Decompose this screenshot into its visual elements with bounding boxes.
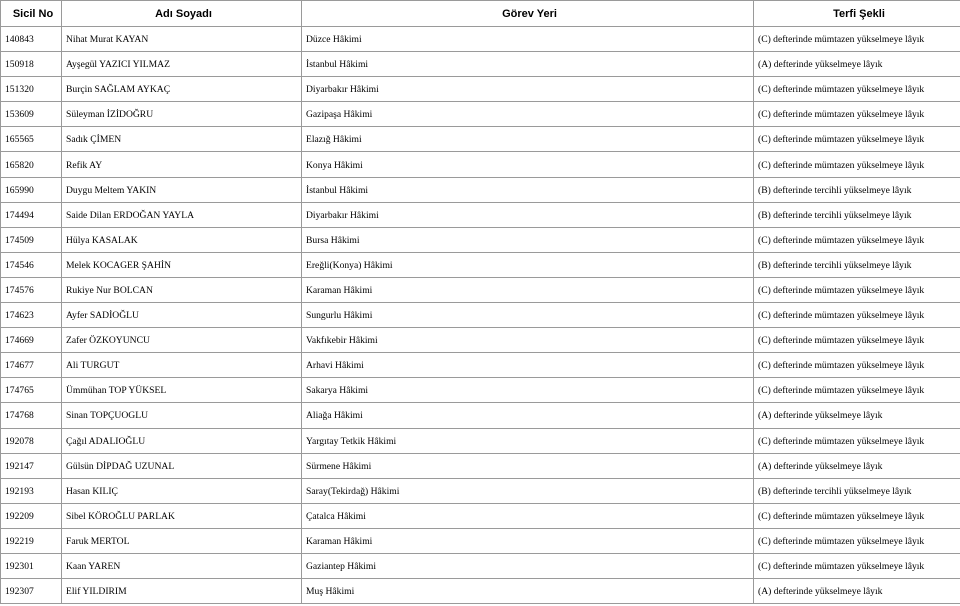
cell-gorev-yeri: İstanbul Hâkimi (302, 52, 754, 77)
cell-adi-soyadi: Nihat Murat KAYAN (62, 27, 302, 52)
cell-terfi-sekli: (C) defterinde mümtazen yükselmeye lâyık (754, 428, 960, 453)
cell-sicil-no: 174494 (1, 202, 62, 227)
cell-terfi-sekli: (C) defterinde mümtazen yükselmeye lâyık (754, 152, 960, 177)
cell-adi-soyadi: Hasan KILIÇ (62, 478, 302, 503)
cell-terfi-sekli: (C) defterinde mümtazen yükselmeye lâyık (754, 353, 960, 378)
cell-gorev-yeri: Diyarbakır Hâkimi (302, 202, 754, 227)
cell-sicil-no: 153609 (1, 102, 62, 127)
cell-gorev-yeri: Gaziantep Hâkimi (302, 553, 754, 578)
cell-adi-soyadi: Rukiye Nur BOLCAN (62, 277, 302, 302)
cell-gorev-yeri: İstanbul Hâkimi (302, 177, 754, 202)
cell-sicil-no: 192219 (1, 528, 62, 553)
cell-sicil-no: 192301 (1, 553, 62, 578)
table-body (1, 27, 960, 604)
header-adi-soyadi: Adı Soyadı (62, 1, 302, 27)
table-row (1, 102, 960, 127)
cell-terfi-sekli: (B) defterinde tercihli yükselmeye lâyık (754, 478, 960, 503)
cell-terfi-sekli: (C) defterinde mümtazen yükselmeye lâyık (754, 328, 960, 353)
header-gorev-yeri: Görev Yeri (302, 1, 754, 27)
cell-terfi-sekli: (C) defterinde mümtazen yükselmeye lâyık (754, 378, 960, 403)
cell-terfi-sekli: (A) defterinde yükselmeye lâyık (754, 52, 960, 77)
cell-adi-soyadi: Ayfer SADİOĞLU (62, 303, 302, 328)
table-row (1, 303, 960, 328)
cell-gorev-yeri: Muş Hâkimi (302, 579, 754, 604)
cell-adi-soyadi: Melek KOCAGER ŞAHİN (62, 252, 302, 277)
cell-adi-soyadi: Ümmühan TOP YÜKSEL (62, 378, 302, 403)
cell-gorev-yeri: Gazipaşa Hâkimi (302, 102, 754, 127)
cell-gorev-yeri: Karaman Hâkimi (302, 277, 754, 302)
cell-adi-soyadi: Sinan TOPÇUOGLU (62, 403, 302, 428)
cell-gorev-yeri: Vakfıkebir Hâkimi (302, 328, 754, 353)
table-row (1, 528, 960, 553)
cell-terfi-sekli: (A) defterinde yükselmeye lâyık (754, 579, 960, 604)
cell-terfi-sekli: (B) defterinde tercihli yükselmeye lâyık (754, 202, 960, 227)
table-row (1, 453, 960, 478)
cell-terfi-sekli: (C) defterinde mümtazen yükselmeye lâyık (754, 77, 960, 102)
cell-terfi-sekli: (C) defterinde mümtazen yükselmeye lâyık (754, 27, 960, 52)
cell-terfi-sekli: (C) defterinde mümtazen yükselmeye lâyık (754, 553, 960, 578)
cell-adi-soyadi: Refik AY (62, 152, 302, 177)
cell-terfi-sekli: (C) defterinde mümtazen yükselmeye lâyık (754, 503, 960, 528)
cell-terfi-sekli: (C) defterinde mümtazen yükselmeye lâyık (754, 227, 960, 252)
cell-gorev-yeri: Arhavi Hâkimi (302, 353, 754, 378)
cell-sicil-no: 174623 (1, 303, 62, 328)
cell-sicil-no: 192209 (1, 503, 62, 528)
cell-adi-soyadi: Faruk MERTOL (62, 528, 302, 553)
table-row (1, 202, 960, 227)
cell-adi-soyadi: Ali TURGUT (62, 353, 302, 378)
cell-adi-soyadi: Zafer ÖZKOYUNCU (62, 328, 302, 353)
cell-sicil-no: 165820 (1, 152, 62, 177)
table-row (1, 403, 960, 428)
cell-sicil-no: 174765 (1, 378, 62, 403)
table-row (1, 177, 960, 202)
cell-adi-soyadi: Çağıl ADALIOĞLU (62, 428, 302, 453)
cell-terfi-sekli: (C) defterinde mümtazen yükselmeye lâyık (754, 303, 960, 328)
table-row (1, 553, 960, 578)
table-row (1, 328, 960, 353)
cell-terfi-sekli: (C) defterinde mümtazen yükselmeye lâyık (754, 277, 960, 302)
table-row (1, 252, 960, 277)
header-row (1, 1, 960, 27)
cell-adi-soyadi: Sadık ÇİMEN (62, 127, 302, 152)
cell-gorev-yeri: Diyarbakır Hâkimi (302, 77, 754, 102)
cell-adi-soyadi: Süleyman İZİDOĞRU (62, 102, 302, 127)
header-terfi-sekli: Terfi Şekli (754, 1, 960, 27)
cell-sicil-no: 165990 (1, 177, 62, 202)
table-row (1, 27, 960, 52)
table-row (1, 152, 960, 177)
cell-gorev-yeri: Karaman Hâkimi (302, 528, 754, 553)
cell-terfi-sekli: (A) defterinde yükselmeye lâyık (754, 453, 960, 478)
table-row (1, 52, 960, 77)
table-row (1, 478, 960, 503)
cell-sicil-no: 150918 (1, 52, 62, 77)
cell-terfi-sekli: (A) defterinde yükselmeye lâyık (754, 403, 960, 428)
cell-adi-soyadi: Kaan YAREN (62, 553, 302, 578)
cell-gorev-yeri: Ereğli(Konya) Hâkimi (302, 252, 754, 277)
table-row (1, 579, 960, 604)
table-header (1, 1, 960, 27)
table-row (1, 227, 960, 252)
cell-adi-soyadi: Duygu Meltem YAKIN (62, 177, 302, 202)
cell-adi-soyadi: Hülya KASALAK (62, 227, 302, 252)
cell-sicil-no: 140843 (1, 27, 62, 52)
cell-gorev-yeri: Aliağa Hâkimi (302, 403, 754, 428)
cell-gorev-yeri: Sungurlu Hâkimi (302, 303, 754, 328)
cell-sicil-no: 192193 (1, 478, 62, 503)
cell-sicil-no: 174546 (1, 252, 62, 277)
cell-sicil-no: 192078 (1, 428, 62, 453)
cell-gorev-yeri: Sakarya Hâkimi (302, 378, 754, 403)
cell-terfi-sekli: (C) defterinde mümtazen yükselmeye lâyık (754, 102, 960, 127)
cell-adi-soyadi: Saide Dilan ERDOĞAN YAYLA (62, 202, 302, 227)
cell-gorev-yeri: Saray(Tekirdağ) Hâkimi (302, 478, 754, 503)
cell-adi-soyadi: Ayşegül YAZICI YILMAZ (62, 52, 302, 77)
cell-adi-soyadi: Elif YILDIRIM (62, 579, 302, 604)
cell-terfi-sekli: (C) defterinde mümtazen yükselmeye lâyık (754, 127, 960, 152)
cell-gorev-yeri: Sürmene Hâkimi (302, 453, 754, 478)
cell-gorev-yeri: Elazığ Hâkimi (302, 127, 754, 152)
cell-gorev-yeri: Konya Hâkimi (302, 152, 754, 177)
table-row (1, 77, 960, 102)
table-row (1, 428, 960, 453)
cell-gorev-yeri: Düzce Hâkimi (302, 27, 754, 52)
cell-adi-soyadi: Gülsün DİPDAĞ UZUNAL (62, 453, 302, 478)
cell-terfi-sekli: (C) defterinde mümtazen yükselmeye lâyık (754, 528, 960, 553)
cell-adi-soyadi: Burçin SAĞLAM AYKAÇ (62, 77, 302, 102)
table-row (1, 277, 960, 302)
table-row (1, 378, 960, 403)
table-row (1, 503, 960, 528)
cell-sicil-no: 151320 (1, 77, 62, 102)
cell-sicil-no: 174677 (1, 353, 62, 378)
cell-terfi-sekli: (B) defterinde tercihli yükselmeye lâyık (754, 252, 960, 277)
cell-sicil-no: 165565 (1, 127, 62, 152)
cell-sicil-no: 192307 (1, 579, 62, 604)
header-sicil-no: Sicil No (1, 1, 62, 27)
cell-sicil-no: 174576 (1, 277, 62, 302)
cell-gorev-yeri: Yargıtay Tetkik Hâkimi (302, 428, 754, 453)
cell-terfi-sekli: (B) defterinde tercihli yükselmeye lâyık (754, 177, 960, 202)
cell-sicil-no: 174669 (1, 328, 62, 353)
cell-sicil-no: 174509 (1, 227, 62, 252)
cell-sicil-no: 192147 (1, 453, 62, 478)
table-row (1, 353, 960, 378)
cell-adi-soyadi: Sibel KÖROĞLU PARLAK (62, 503, 302, 528)
cell-sicil-no: 174768 (1, 403, 62, 428)
cell-gorev-yeri: Çatalca Hâkimi (302, 503, 754, 528)
table-row (1, 127, 960, 152)
cell-gorev-yeri: Bursa Hâkimi (302, 227, 754, 252)
